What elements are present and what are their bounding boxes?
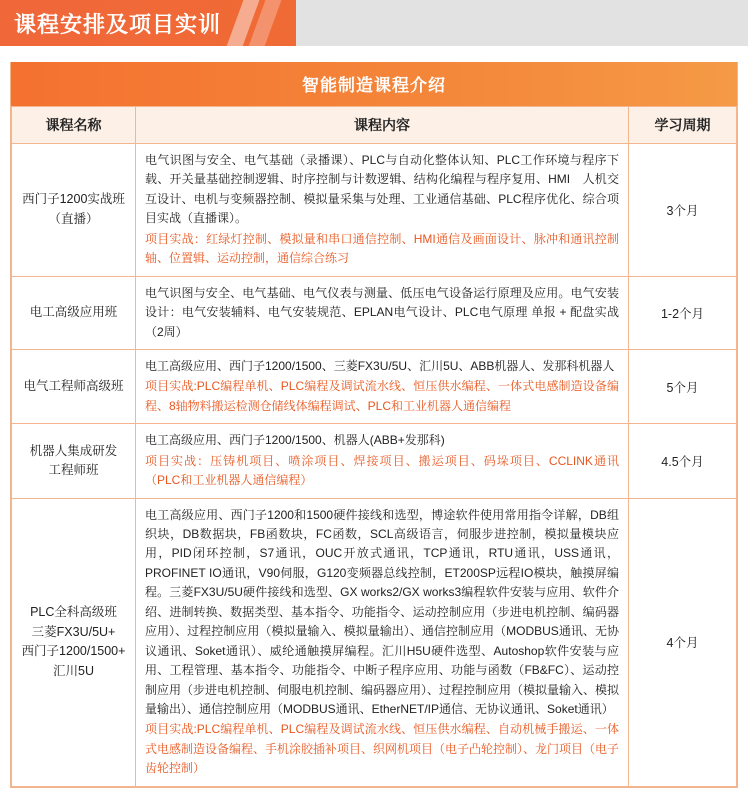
column-header-name: 课程名称 bbox=[12, 107, 136, 144]
course-content-cell bbox=[136, 276, 629, 349]
column-header-duration: 学习周期 bbox=[629, 107, 737, 144]
card-title: 智能制造课程介绍 bbox=[11, 62, 737, 106]
table-row bbox=[12, 276, 737, 349]
table-row bbox=[12, 144, 737, 277]
course-name-line: （直播） bbox=[48, 211, 99, 226]
course-content-text: 电工高级应用、西门子1200/1500、机器人(ABB+发那科) bbox=[145, 433, 445, 448]
course-content-cell bbox=[136, 424, 629, 498]
course-name-line: 西门子1200实战班 bbox=[22, 192, 125, 207]
course-project-text: 项目实战：压铸机项目、喷涂项目、焊接项目、搬运项目、码垛项目、CCLINK通讯（PLC和工业机器人通信编程） bbox=[145, 453, 619, 488]
course-duration-cell: 4个月 bbox=[629, 498, 737, 786]
course-table-card bbox=[10, 62, 738, 788]
course-name-line: 电工高级应用班 bbox=[29, 305, 118, 320]
course-project-text: 项目实战：红绿灯控制、模拟量和串口通信控制、HMI通信及画面设计、脉冲和通讯控制轴、位置辑、运动控制，通信综合练习 bbox=[145, 231, 619, 266]
column-header-content: 课程内容 bbox=[136, 107, 629, 144]
table-row bbox=[12, 498, 737, 786]
course-name-cell bbox=[12, 349, 136, 423]
table-row bbox=[12, 349, 737, 423]
course-name-line: PLC全科高级班 bbox=[30, 605, 117, 620]
course-name-cell bbox=[12, 498, 136, 786]
course-duration-cell: 3个月 bbox=[629, 144, 737, 277]
course-name-line: 西门子1200/1500+ bbox=[21, 644, 126, 659]
course-duration-cell: 4.5个月 bbox=[629, 424, 737, 498]
course-name-line: 机器人集成研发 bbox=[29, 443, 118, 458]
course-name-cell bbox=[12, 276, 136, 349]
course-name-cell bbox=[12, 424, 136, 498]
course-project-text: 项目实战:PLC编程单机、PLC编程及调试流水线、恒压供水编程、一体式电感制造设备编程、8轴物料搬运检测仓储线体编程调试、PLC和工业机器人通信编程 bbox=[145, 379, 619, 413]
course-name-line: 工程师班 bbox=[48, 462, 99, 477]
table-row bbox=[12, 424, 737, 498]
course-content-text: 电工高级应用、西门子1200和1500硬件接线和选型，博途软件使用常用指令详解，DB组织块，DB数据块，FB函数块，FC函数，SCL高级语言，伺服步进控制，模拟量模块应用，PID闭环控制，S7通讯，OUC开放式通讯，TCP通讯，RTU通讯，USS通讯，PROFINET IO通讯，V90伺服，G120变频器总线控制，ET200SP远程IO模块，触摸屏编程。三菱FX3U/5U硬件接线和选型、GX works2/GX works3编程软件安装与应用、软件介绍、进制转换、数据类型、基本指令、功能指令、运动控制应用（步进电机控制、编码器应用）、过程控制应用（模拟量输入、模拟量输出）、通信控制应用（MODBUS通讯、无协议通讯、Soket通讯）、威纶通触摸屏编程。汇川H5U硬件选型、Autoshop软件安装与应用、工程管理、基本指令、功能指令、中断子程序应用、功能与函数（FB&FC）、运动控制应用（步进电机控制、伺服电机控制、编码器应用）、过程控制应用（模拟量输入、模拟量输出）、通信控制应用（MODBUS通讯、EtherNET/IP通信、无协议通讯、Soket通讯） bbox=[145, 507, 620, 716]
course-content-cell bbox=[136, 349, 629, 423]
course-name-line: 三菱FX3U/5U+ bbox=[31, 624, 116, 639]
course-name-cell bbox=[12, 144, 136, 277]
course-content-text: 电气识图与安全、电气基础、电气仪表与测量、低压电气设备运行原理及应用。电气安装设计：电气安装辅料、电气安装规范、EPLAN电气设计、PLC电气原理 单报 + 配盘实战（2周） bbox=[145, 285, 619, 339]
course-name-line: 电气工程师高级班 bbox=[23, 378, 124, 393]
course-content-cell bbox=[136, 144, 629, 277]
course-table bbox=[11, 106, 737, 787]
page-title: 课程安排及项目实训 bbox=[14, 11, 222, 37]
page-banner bbox=[0, 0, 748, 46]
table-header-row bbox=[12, 107, 737, 144]
course-project-text: 项目实战:PLC编程单机、PLC编程及调试流水线、恒压供水编程、自动机械手搬运、一体式电感制造设备编程、手机涂胶插补项目、织网机项目（电子凸轮控制）、龙门项目（电子齿轮控制） bbox=[145, 722, 620, 776]
course-content-text: 电气识图与安全、电气基础（录播课）、PLC与自动化整体认知、PLC工作环境与程序下载、开关量基础控制逻辑、时序控制与计数逻辑、结构化编程与程序复用、HMI 人机交互设计、电机与变频器控制、模拟量采集与处理、工业通信基础、PLC程序优化、综合项目实战（直播课）。 bbox=[145, 153, 619, 226]
banner-gray-block bbox=[296, 0, 748, 46]
course-duration-cell: 5个月 bbox=[629, 349, 737, 423]
course-duration-cell: 1-2个月 bbox=[629, 276, 737, 349]
course-content-cell bbox=[136, 498, 629, 786]
course-name-line: 汇川5U bbox=[53, 663, 94, 678]
course-content-text: 电工高级应用、西门子1200/1500、三菱FX3U/5U、汇川5U、ABB机器人、发那科机器人 bbox=[145, 358, 615, 373]
